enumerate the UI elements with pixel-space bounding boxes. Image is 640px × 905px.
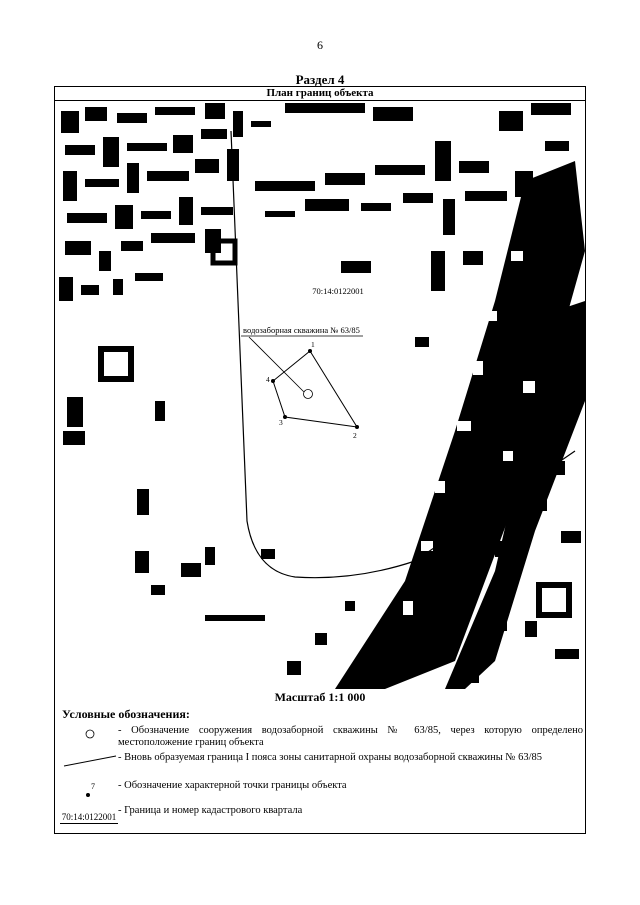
legend-point-label: 7	[91, 782, 95, 791]
circle-icon	[84, 728, 96, 740]
building-outline	[101, 349, 131, 379]
boundary-point	[283, 415, 287, 419]
point-label: 4	[266, 375, 270, 384]
boundary-point	[355, 425, 359, 429]
legend-item-well: - Обозначение сооружения водозаборной скважины № 63/85, через которую определено местоположение границ объекта	[118, 725, 583, 748]
boundary-point	[308, 349, 312, 353]
cadastral-number: 70:14:0122001	[312, 286, 364, 296]
section-title: Раздел 4	[295, 72, 345, 87]
quarter-boundary-icon: 70:14:0122001	[61, 812, 117, 822]
legend-item-point: - Обозначение характерной точки границы объекта	[118, 780, 347, 791]
line-icon	[62, 754, 118, 768]
legend-title: Условные обозначения:	[62, 707, 190, 721]
well-leader-line	[249, 337, 305, 393]
building-outline	[539, 585, 569, 615]
well-label: водозаборная скважина № 63/85	[243, 325, 360, 335]
point-icon	[82, 780, 106, 802]
map-scale: Масштаб 1:1 000	[274, 690, 366, 704]
map-caption: План границ объекта	[55, 87, 585, 101]
point-label: 3	[279, 418, 283, 427]
building-blocks	[59, 103, 275, 577]
page-number: 6	[317, 38, 323, 52]
point-label: 2	[353, 431, 357, 440]
legend-item-boundary: - Вновь образуемая граница I пояса зоны санитарной охраны водозаборной скважины № 63/85	[118, 752, 542, 763]
boundary-point	[271, 379, 275, 383]
legend-item-quarter: - Граница и номер кадастрового квартала	[118, 805, 303, 816]
well-circle-icon	[304, 390, 313, 399]
point-label: 1	[311, 340, 315, 349]
boundary-map	[55, 101, 585, 689]
